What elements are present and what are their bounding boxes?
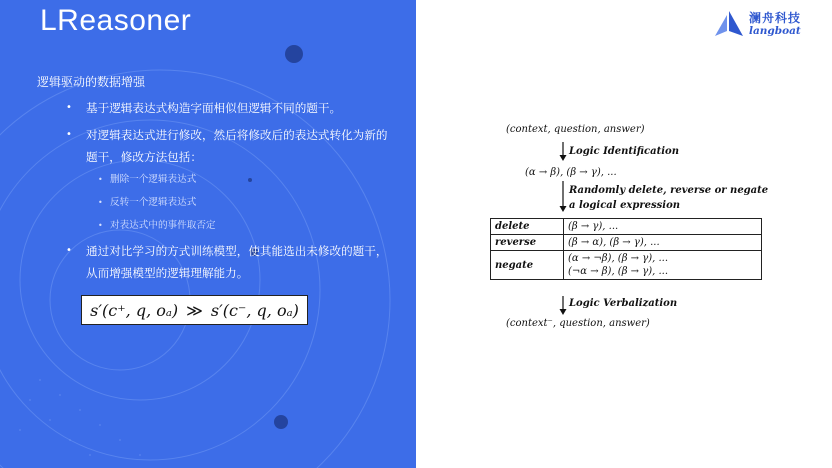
op-cell: reverse (491, 235, 564, 251)
sub-bullet-item: • 反转一个逻辑表达式 (110, 196, 196, 210)
step-modify-line-2: a logical expression (569, 200, 681, 211)
op-cell: delete (491, 219, 564, 235)
slide-title: LReasoner (40, 4, 192, 37)
step-logic-verbalization: Logic Verbalization (569, 298, 678, 309)
table-row (491, 235, 762, 251)
formula-left: s′(c⁺, q, oₐ) (90, 300, 179, 320)
deco-ring-2 (0, 120, 320, 460)
section-heading: 逻辑驱动的数据增强 (37, 75, 146, 89)
example-cell: (β → α), (β → γ), ... (564, 235, 762, 251)
step-logic-identification: Logic Identification (569, 146, 679, 157)
logo-text-cn: 澜舟科技 (749, 11, 802, 25)
table-row (491, 219, 762, 235)
formula-operator: ≫ (186, 300, 203, 320)
bullet-item: • 基于逻辑表达式构造字面相似但逻辑不同的题干。 (86, 97, 391, 119)
step-modify-line-1: Randomly delete, reverse or negate (569, 185, 769, 196)
contrastive-formula (81, 295, 308, 325)
sub-bullet-item: • 删除一个逻辑表达式 (110, 173, 196, 187)
bullet-item: • 通过对比学习的方式训练模型，使其能选出未修改的题干，从而增强模型的逻辑理解能力。 (86, 240, 391, 284)
langboat-logo-icon (713, 10, 745, 38)
example-cell: (α → ¬β), (β → γ), ... (¬α → β), (β → γ), ... (564, 251, 762, 280)
formula-right: s′(c⁻, q, oₐ) (210, 300, 299, 320)
deco-dot-tiny (248, 178, 252, 182)
op-cell: negate (491, 251, 564, 280)
deco-dot-mid (274, 415, 288, 429)
identified-expressions: (α → β), (β → γ), ... (525, 167, 617, 178)
deco-dot-grid (39, 379, 41, 381)
logo-text-en: langboat (749, 25, 801, 37)
sub-bullet-item: • 对表达式中的事件取否定 (110, 219, 216, 233)
table-row (491, 251, 762, 280)
modification-table (490, 218, 762, 280)
example-cell: (β → γ), ... (564, 219, 762, 235)
bullet-item: • 对逻辑表达式进行修改，然后将修改后的表达式转化为新的题干，修改方法包括： (86, 124, 391, 168)
down-arrow-icon (559, 142, 567, 162)
down-arrow-icon (559, 181, 567, 213)
deco-dot-large (285, 45, 303, 63)
down-arrow-icon (559, 296, 567, 316)
input-tuple: (context, question, answer) (506, 124, 645, 135)
output-tuple: (context⁻, question, answer) (506, 318, 650, 329)
